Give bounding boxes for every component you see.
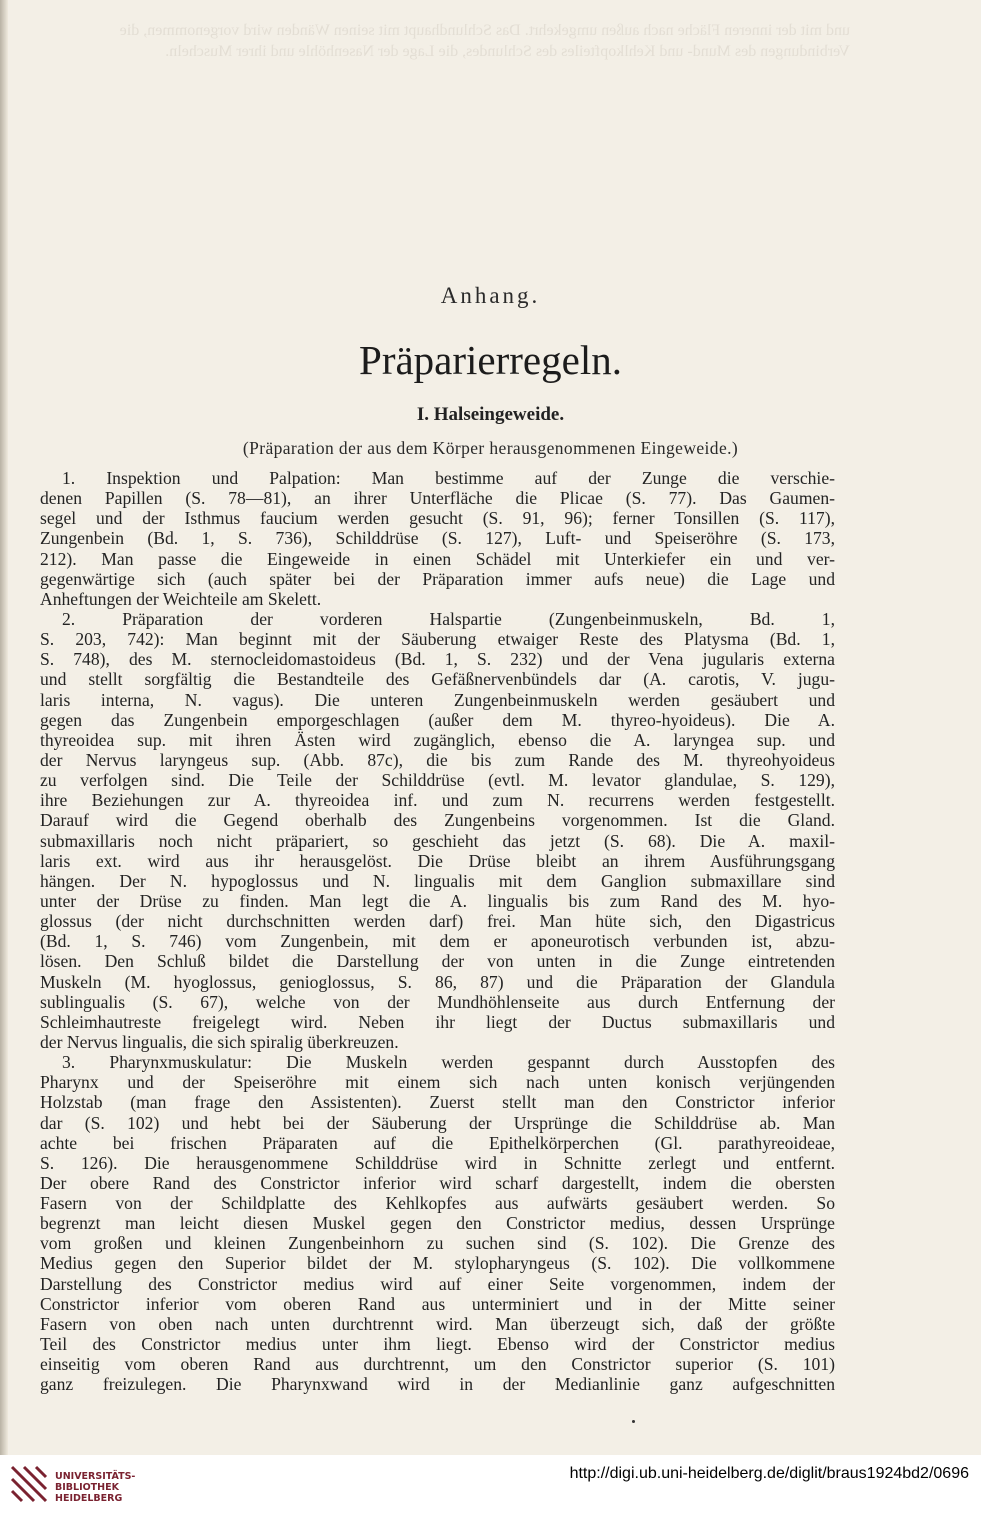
text-line: S. 126). Die herausgenommene Schilddrüse wird in Schnitte zerlegt und entfernt. xyxy=(40,1152,835,1173)
library-name-line: UNIVERSITÄTS- xyxy=(55,1471,136,1482)
library-name-line: HEIDELBERG xyxy=(55,1493,123,1504)
text-line: zu verfolgen sind. Die Teile der Schilddrüse (evtl. M. levator glandulae, S. 129), xyxy=(40,770,835,791)
text-line: achte bei frischen Präparaten auf die Epithelkörperchen (Gl. parathyreoideae, xyxy=(40,1132,835,1153)
text-line: laris interna, N. vagus). Die unteren Zungenbeinmuskeln werden gesäubert und xyxy=(40,689,835,710)
text-line: und stellt sorgfältig die Bestandteile des Gefäßnervenbündels dar (A. carotis, V. jugu- xyxy=(40,669,835,690)
text-line: der Nervus laryngeus sup. (Abb. 87c), die bis zum Rande des M. thyreohyoideus xyxy=(40,749,835,770)
text-line: submaxillaris noch nicht präpariert, so geschieht das jetzt (S. 68). Die A. maxil- xyxy=(40,830,835,851)
text-line: S. 748), des M. sternocleidomastoideus (Bd. 1, S. 232) und der Vena jugularis externa xyxy=(40,649,835,670)
section-subtitle: (Präparation der aus dem Körper herausgenommenen Eingeweide.) xyxy=(242,438,739,458)
text-line: unter der Drüse zu finden. Man legt die A. lingualis bis zum Rand des M. hyo- xyxy=(40,890,835,911)
text-line: einseitig vom oberen Rand aus durchtrennt, um den Constrictor superior (S. 101) xyxy=(40,1354,835,1375)
text-line: hängen. Der N. hypoglossus und N. lingualis mit dem Ganglion submaxillare sind xyxy=(40,870,835,891)
text-line: thyreoidea sup. mit ihren Ästen wird zugänglich, ebenso die A. laryngea sup. und xyxy=(40,729,835,750)
text-line: Schleimhautreste freigelegt wird. Neben ihr liegt der Ductus submaxillaris und xyxy=(40,1011,835,1032)
text-line: Darauf wird die Gegend oberhalb des Zungenbeins vorgenommen. Ist die Gland. xyxy=(40,810,835,831)
text-line: 1. Inspektion und Palpation: Man bestimme auf der Zunge die verschie- xyxy=(62,468,835,488)
text-line: Holzstab (man frage den Assistenten). Zuerst stellt man den Constrictor inferior xyxy=(40,1092,835,1113)
library-name-line: BIBLIOTHEK xyxy=(55,1482,119,1493)
text-line: 3. Pharynxmuskulatur: Die Muskeln werden gespannt durch Ausstopfen des xyxy=(62,1052,835,1073)
university-library-logo-icon xyxy=(8,1457,52,1523)
text-line: Der obere Rand des Constrictor inferior wird scharf dargestellt, indem die obersten xyxy=(40,1172,835,1193)
text-line: sublingualis (S. 67), welche von der Mundhöhlenseite aus durch Entfernung der xyxy=(40,991,835,1012)
text-line: ihre Beziehungen zur A. thyreoidea inf. und zum N. recurrens werden festgestellt. xyxy=(40,790,835,811)
text-line: segel und der Isthmus faucium werden gesucht (S. 91, 96); ferner Tonsillen (S. 117), xyxy=(40,508,835,529)
library-name xyxy=(55,1471,135,1504)
text-line: Anheftungen der Weichteile am Skelett. xyxy=(40,588,322,609)
text-line: Constrictor inferior vom oberen Rand aus unterminiert und in der Mitte seiner xyxy=(40,1293,835,1314)
page-edge-shadow xyxy=(0,0,8,1455)
text-line: 212). Man passe die Eingeweide in einen Schädel mit Unterkiefer ein und ver- xyxy=(40,548,835,569)
text-line: Teil des Constrictor medius unter ihm liegt. Ebenso wird der Constrictor medius xyxy=(40,1334,835,1355)
text-line: 2. Präparation der vorderen Halspartie (Zungenbeinmuskeln, Bd. 1, xyxy=(62,608,835,629)
text-line: gegenwärtige sich (auch später bei der Präparation immer aufs neue) die Lage und xyxy=(40,568,835,589)
bleed-through-text: und mit der inneren Fläche nach außen umgekehrt. Das Schlundhaupt mit seinen Wänden wird vorgenommen, die Verbindungen des Mund- und Kehlkopfteiles des Schlundes, die Lage der Nasenhöhle und ihrer Muscheln. xyxy=(119,22,850,60)
text-line: Fasern von der Schildplatte des Kehlkopfes aus aufwärts gesäubert werden. So xyxy=(40,1193,835,1214)
text-line: Fasern von oben nach unten durchtrennt wird. Man überzeugt sich, daß der größte xyxy=(40,1313,835,1334)
text-line: (Bd. 1, S. 746) vom Zungenbein, mit dem er aponeurotisch verbunden ist, abzu- xyxy=(40,931,835,952)
text-line: vom großen und kleinen Zungenbeinhorn zu suchen sind (S. 102). Die Grenze des xyxy=(40,1233,835,1254)
text-line: glossus (der nicht durchschnitten werden darf) frei. Man hüte sich, den Digastricus xyxy=(40,911,835,932)
text-line: lösen. Den Schluß bildet die Darstellung der von unten in die Zunge eintretenden xyxy=(40,951,835,972)
text-line: begrenzt man leicht diesen Muskel gegen den Constrictor medius, dessen Ursprünge xyxy=(40,1213,835,1234)
permalink-url[interactable]: http://digi.ub.uni-heidelberg.de/diglit/braus1924bd2/0696 xyxy=(569,1465,969,1482)
text-line: S. 203, 742): Man beginnt mit der Säuberung etwaiger Reste des Platysma (Bd. 1, xyxy=(40,629,835,650)
text-line: laris ext. wird aus ihr herausgelöst. Die Drüse bleibt an ihrem Ausführungsgang xyxy=(40,850,835,871)
text-line: der Nervus lingualis, die sich spiralig überkreuzen. xyxy=(40,1031,399,1052)
section-heading: I. Halseingeweide. xyxy=(416,404,565,425)
text-line: Pharynx und der Speiseröhre mit einem sich nach unten konisch verjüngenden xyxy=(40,1072,835,1093)
text-line: Darstellung des Constrictor medius wird auf einer Seite vorgenommen, indem der xyxy=(40,1273,835,1294)
text-line: Zungenbein (Bd. 1, S. 736), Schilddrüse (S. 127), Luft- und Speiseröhre (S. 173, xyxy=(40,528,835,549)
text-line: ganz freizulegen. Die Pharynxwand wird in der Medianlinie ganz aufgeschnitten xyxy=(40,1374,835,1395)
text-line: Medius gegen den Superior bildet der M. stylopharyngeus (S. 102). Die vollkommene xyxy=(40,1253,835,1274)
text-line: denen Papillen (S. 78—81), an ihrer Unterfläche die Plicae (S. 77). Das Gaumen- xyxy=(40,488,835,509)
appendix-heading: Anhang. xyxy=(440,283,541,308)
text-line: Muskeln (M. hyoglossus, genioglossus, S. 86, 87) und die Präparation der Glandula xyxy=(40,971,835,992)
text-line: gegen das Zungenbein emporgeschlagen (außer dem M. thyreo-hyoideus). Die A. xyxy=(40,709,835,730)
text-line: dar (S. 102) und hebt bei der Säuberung der Ursprünge die Schilddrüse ab. Man xyxy=(40,1112,835,1133)
body-text xyxy=(40,468,835,1394)
page-title: Präparierregeln. xyxy=(359,337,622,383)
ink-speck xyxy=(632,1420,635,1423)
